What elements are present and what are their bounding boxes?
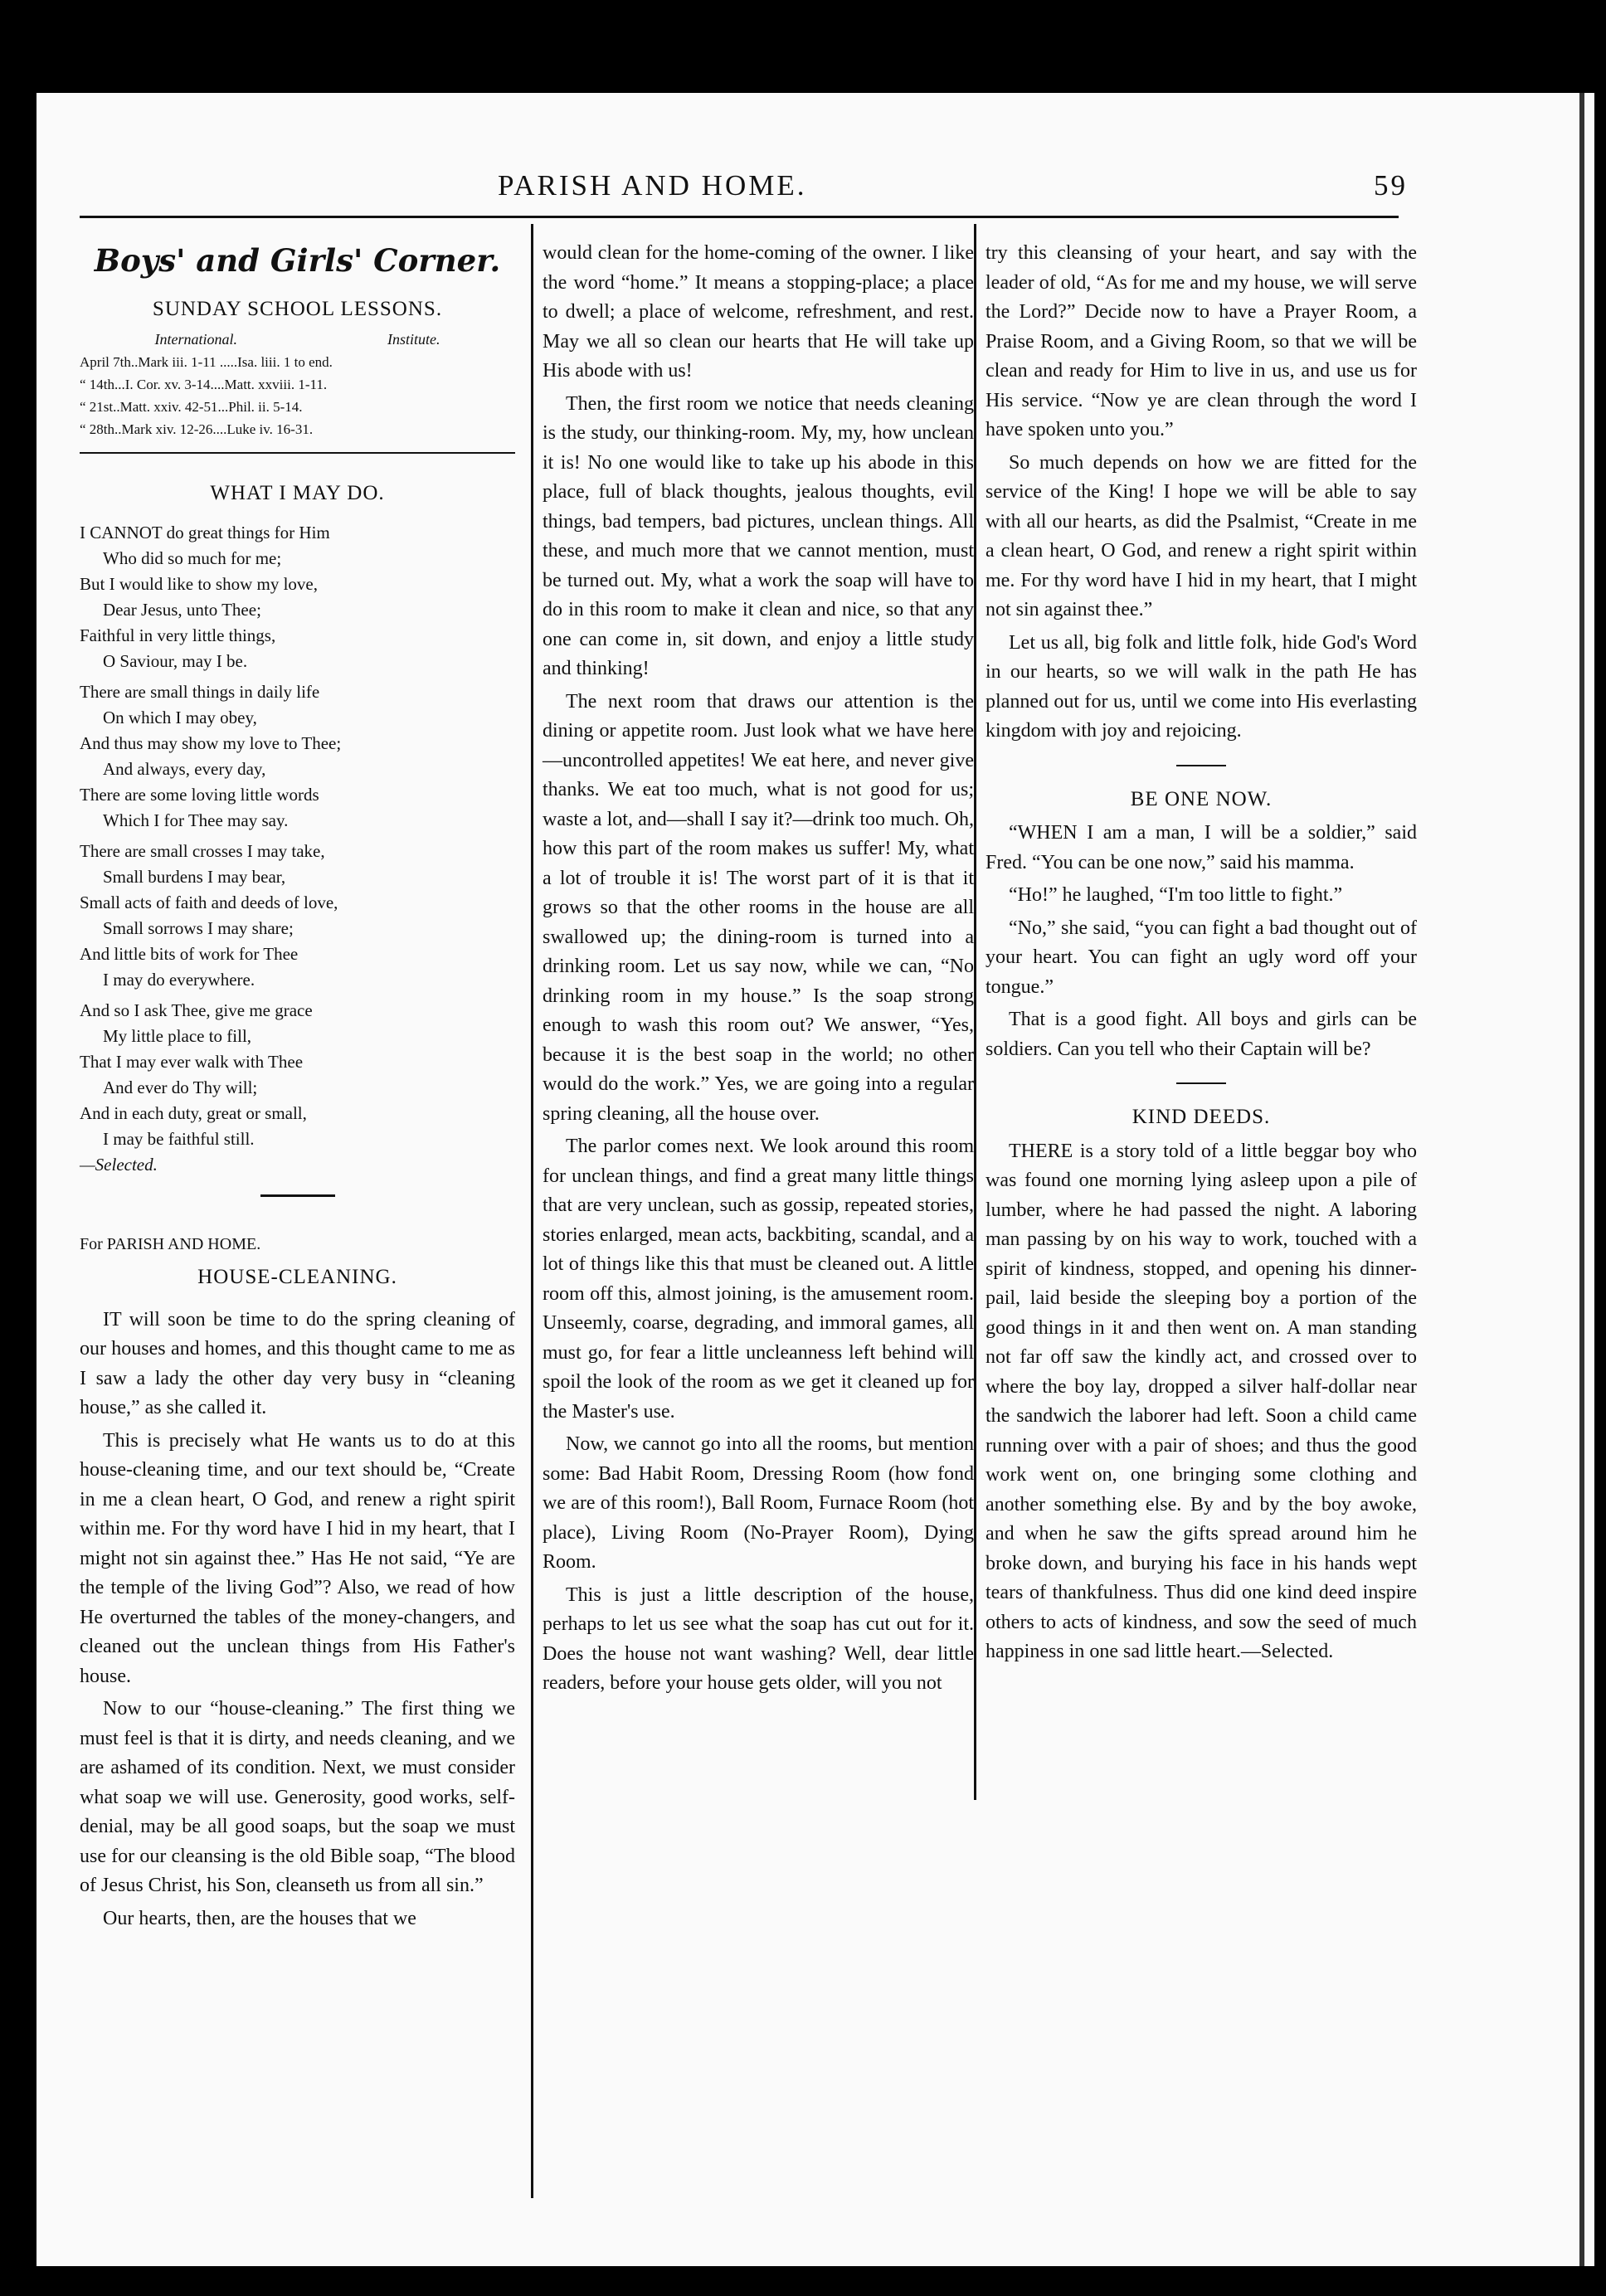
poem-line: And little bits of work for Thee (80, 943, 299, 964)
poem-line: And so I ask Thee, give me grace (80, 1000, 313, 1020)
poem-title: WHAT I MAY DO. (210, 482, 385, 504)
poem-line: But I would like to show my love, (80, 573, 318, 594)
poem-line: I CANNOT do great things for Him (80, 522, 330, 542)
right-edge-rule (1579, 93, 1584, 2266)
poem-line: My little place to fill, (103, 1025, 252, 1046)
poem-line: And thus may show my love to Thee; (80, 732, 342, 753)
poem-line: And always, every day, (103, 758, 266, 779)
paragraph: “No,” she said, “you can fight a bad thought out of your heart. You can fight an ugly word off your tongue.” (986, 917, 1417, 998)
poem-line: There are small crosses I may take, (80, 840, 325, 861)
lesson-row: “ 14th...I. Cor. xv. 3-14....Matt. xxviii. 1-11. (80, 377, 328, 392)
paragraph: That is a good fight. All boys and girls can be soldiers. Can you tell who their Captain will be? (986, 1009, 1417, 1060)
article-title: BE ONE NOW. (1130, 787, 1273, 810)
paragraph: Let us all, big folk and little folk, hide God's Word in our hearts, so we will walk in the path He has planned out for us, until we come into His everlasting kingdom with joy and rejoicing. (986, 631, 1417, 742)
poem (80, 520, 515, 1178)
column-middle (531, 239, 974, 1702)
divider (80, 452, 515, 454)
lesson-row: “ 28th..Mark xiv. 12-26....Luke iv. 16-31. (80, 421, 314, 437)
paragraph: Now to our “house-cleaning.” The first thing we must feel is that it is dirty, and needs cleaning, and we are ashamed of its condition. Next, we must consider what soap we will use. Generosity, good works, self-denial, may be all good soaps, but the soap we must use for our cleansing is the old Bible soap, “The blood of Jesus Christ, his Son, cleanseth us from all sin.” (80, 1698, 515, 1896)
paragraph: This is just a little description of the house, perhaps to let us see what the soap has cut out for it. Does the house not want washing? Well, dear little readers, before your house gets older, will you not (543, 1583, 974, 1694)
poem-line: Small acts of faith and deeds of love, (80, 892, 338, 912)
paragraph: This is precisely what He wants us to do at this house-cleaning time, and our text should be, “Create in me a clean heart, O God, and renew a right spirit within me. For thy word have I hid in my heart, that I might not sin against thee.” Has He not said, “Ye are the temple of the living God”? Also, we read of how He overturned the tables of the money-changers, and cleaned out the unclean things from His Father's house. (80, 1429, 515, 1687)
lessons-table (80, 328, 515, 440)
lessons-col-international: International. (154, 331, 237, 348)
poem-line: On which I may obey, (103, 707, 257, 727)
section-title: Boys' and Girls' Corner. (94, 242, 501, 279)
poem-line: Small burdens I may bear, (103, 866, 286, 887)
paragraph: Then, the first room we notice that needs cleaning is the study, our thinking-room. My, my, how unclean it is! No one would like to take up his abode in this place, full of black thoughts, jealous thoughts, evil things, bad tempers, bad pictures, unclean things. All these, and much more that we cannot mention, must be turned out. My, what a work the soap will have to do in this room to make it clean and nice, so that any one can come in, sit down, and enjoy a little study and thinking! (543, 392, 974, 679)
paragraph: Now, we cannot go into all the rooms, but mention some: Bad Habit Room, Dressing Room (how fond we are of this room!), Ball Room, Furnace Room (hot place), Living Room (No-Prayer Room), Dying Room. (543, 1433, 974, 1573)
article-title: HOUSE-CLEANING. (197, 1266, 397, 1288)
poem-line: Dear Jesus, unto Thee; (103, 599, 261, 620)
lessons-col-institute: Institute. (387, 331, 440, 348)
lesson-row: April 7th..Mark iii. 1-11 .....Isa. liii. 1 to end. (80, 354, 333, 370)
paragraph: The next room that draws our attention is the dining or appetite room. Just look what we have here—uncontrolled appetites! We eat here, and never give thanks. We eat too much, what is not good for us; waste a lot, and—shall I say it?—drink too much. Oh, how this part of the room makes us suffer! My, what a lot of trouble it is! The worst part of it is that it grows so that the other rooms in the house are all swallowed up; the dining-room is turned into a drinking room. Let us say now, while we can, “No drinking room in my house.” Is the soap strong enough to wash this room out? We answer, “Yes, because it is the best soap in the world; no other would do the work.” Yes, we are going into a regular spring cleaning, all the house over. (543, 690, 974, 1125)
page-number: 59 (1374, 169, 1408, 202)
poem-line: Small sorrows I may share; (103, 917, 294, 938)
header-rule (80, 216, 1399, 218)
divider (260, 1194, 335, 1197)
paragraph: “Ho!” he laughed, “I'm too little to fight.” (1009, 884, 1343, 906)
poem-line: I may be faithful still. (103, 1128, 255, 1149)
paragraph: IT will soon be time to do the spring cleaning of our houses and homes, and this thought came to me as I saw a lady the other day very busy in “cleaning house,” as she called it. (80, 1308, 515, 1418)
poem-line: Who did so much for me; (103, 547, 282, 568)
paragraph: Our hearts, then, are the houses that we (103, 1907, 416, 1929)
paragraph: “WHEN I am a man, I will be a soldier,” said Fred. “You can be one now,” said his mamma. (986, 822, 1417, 873)
article-title: KIND DEEDS. (1132, 1106, 1271, 1128)
poem-line: That I may ever walk with Thee (80, 1051, 304, 1072)
paragraph: The parlor comes next. We look around this room for unclean things, and find a great many little things that are very unclean, such as gossip, repeated stories, stories enlarged, mean acts, backbiting, scandal, and a lot of things like this that must be cleaned out. A little room off this, almost joining, is the amusement room. Unseemly, coarse, degrading, and immoral games, all must go, for fear a little uncleanness left behind will spoil the look of the room as we get it cleaned up for the Master's use. (543, 1136, 974, 1423)
paragraph: THERE is a story told of a little beggar boy who was found one morning lying asleep upon a pile of lumber, where he had passed the night. A laboring man passing by on his way to work, touched with a spirit of kindness, stopped, and opening his dinner-pail, laid beside the sleeping boy a portion of the good things in it and then went on. A man standing not far off saw the kindly act, and crossed over to where the boy lay, dropped a silver half-dollar near the sandwich the laborer had left. Soon a child came running over with a pair of shoes; and thus the good work went on, one bringing some clothing and another something else. By and by the boy awoke, and when he saw the gifts spread around him he broke down, and burying his face in his hands wept tears of thankfulness. Thus did one kind deed inspire others to acts of kindness, and sow the seed of much happiness in one sad little heart.—Selected. (986, 1140, 1417, 1662)
poem-line: I may do everywhere. (103, 969, 256, 990)
poem-line: And in each duty, great or small, (80, 1102, 307, 1123)
poem-line: Faithful in very little things, (80, 625, 276, 645)
paragraph: So much depends on how we are fitted for the service of the King! I hope we will be able to say with all our hearts, as did the Psalmist, “Create in me a clean heart, O God, and renew a right spirit within me. For thy word have I hid in my heart, that I might not sin against thee.” (986, 451, 1417, 620)
divider (1176, 765, 1226, 766)
paragraph: would clean for the home-coming of the owner. I like the word “home.” It means a stopping-place; a place to dwell; a place of welcome, refreshment, and rest. May we all so clean our hearts that He will take up His abode with us! (543, 242, 974, 382)
poem-line: There are some loving little words (80, 784, 319, 805)
column-right (974, 239, 1417, 1671)
byline: For PARISH AND HOME. (80, 1234, 261, 1253)
poem-line: There are small things in daily life (80, 681, 320, 702)
lessons-heading: SUNDAY SCHOOL LESSONS. (152, 297, 443, 320)
lesson-row: “ 21st..Matt. xxiv. 42-51...Phil. ii. 5-14. (80, 399, 303, 415)
page (36, 93, 1594, 2266)
column-left (80, 242, 515, 1937)
poem-line: O Saviour, may I be. (103, 650, 248, 671)
running-head: PARISH AND HOME. (498, 169, 807, 202)
poem-attribution: —Selected. (80, 1154, 158, 1175)
poem-line: And ever do Thy will; (103, 1077, 258, 1097)
poem-line: Which I for Thee may say. (103, 810, 289, 830)
divider (1176, 1082, 1226, 1084)
paragraph: try this cleansing of your heart, and say with the leader of old, “As for me and my house, we will serve the Lord?” Decide now to have a Prayer Room, a Praise Room, and a Giving Room, so that we will be clean and ready for Him to live in us, and use us for His service. “Now ye are clean through the word I have spoken unto you.” (986, 242, 1417, 440)
